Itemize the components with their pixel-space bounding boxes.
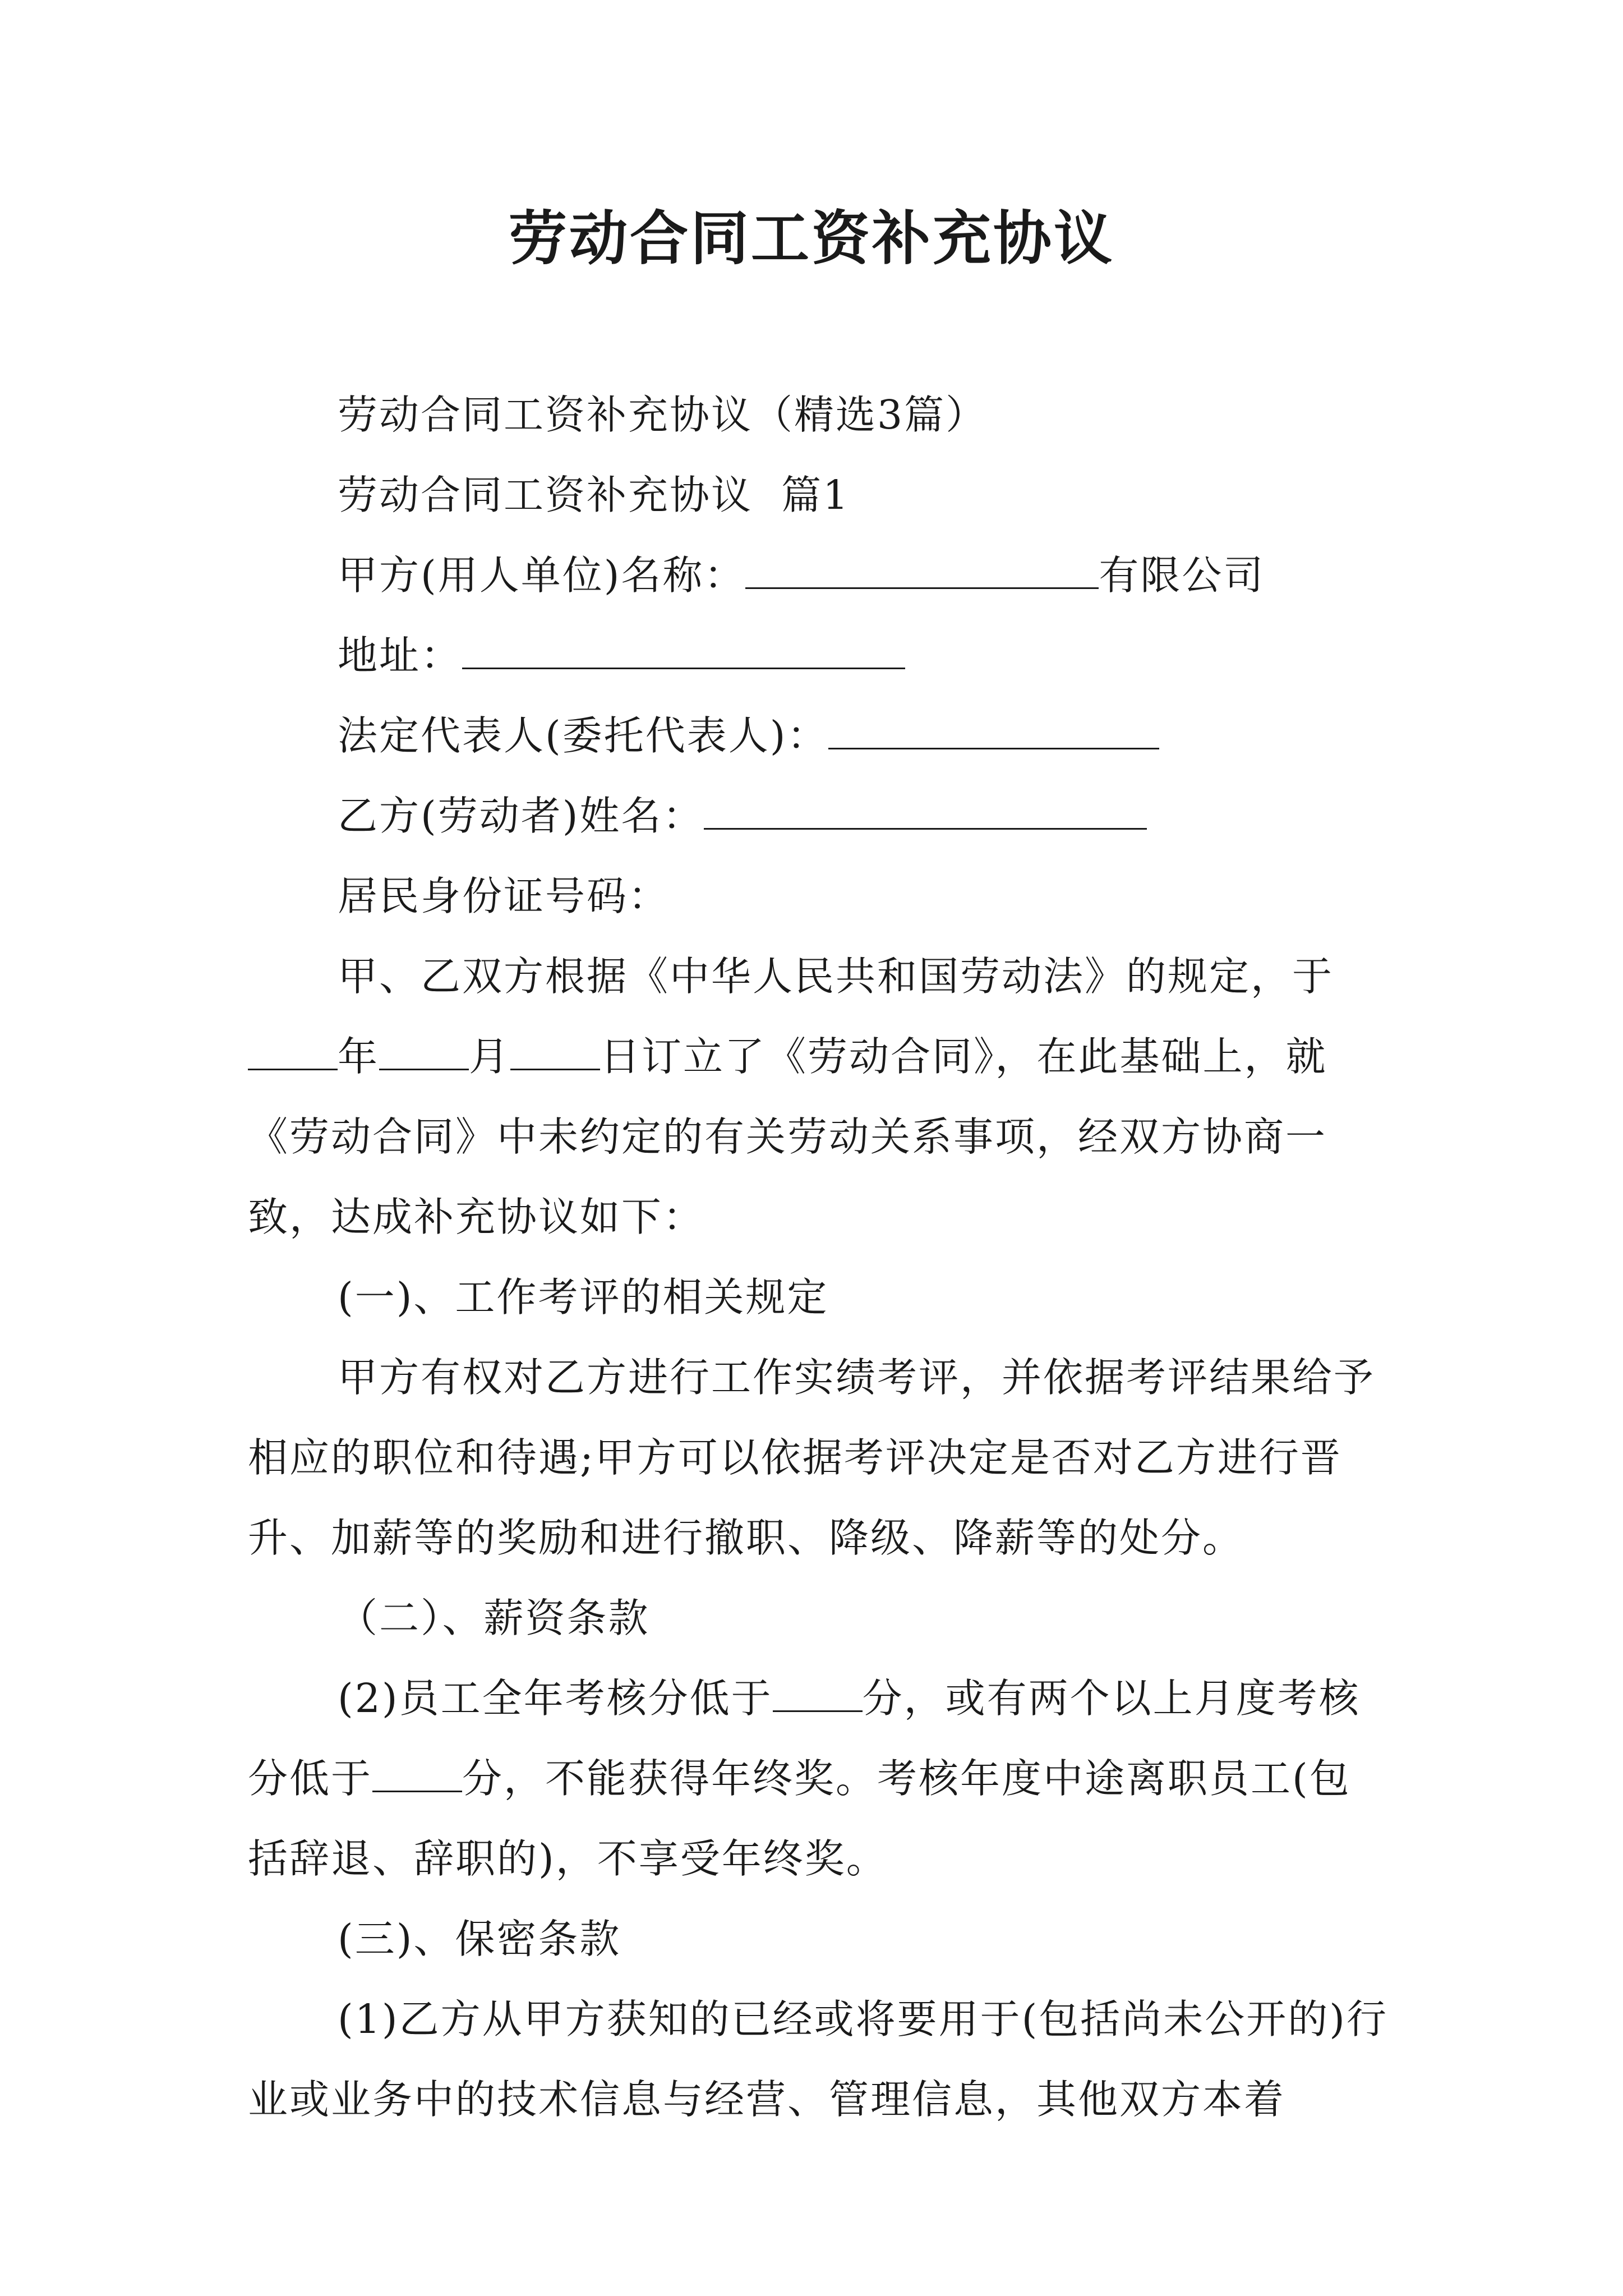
intro-year: 年 — [338, 1033, 380, 1080]
party-a-name-blank[interactable] — [745, 544, 1099, 589]
clause3-heading: (三)、保密条款 — [338, 1916, 621, 1962]
clause2-part2: 分，或有两个以上月度考核分低于 — [248, 1675, 1361, 1802]
clause1-heading: (一)、工作考评的相关规定 — [338, 1274, 829, 1320]
clause2-part3: 分，不能获得年终奖。考核年度中途离职员工(包括辞退、辞职的)，不享受年终奖。 — [248, 1755, 1351, 1882]
intro-month: 月 — [469, 1033, 511, 1080]
id-number-label: 居民身份证号码： — [338, 873, 670, 919]
section-heading: 劳动合同工资补充协议 篇1 — [338, 472, 850, 518]
clause2-heading: （二）、薪资条款 — [338, 1595, 650, 1641]
annual-score-blank[interactable] — [773, 1667, 863, 1712]
intro-part2: 日订立了《劳动合同》，在此基础上，就《劳动合同》中未约定的有关劳动关系事项，经双方协商一致，达成补充协议如下： — [248, 1033, 1327, 1240]
year-blank[interactable] — [248, 1025, 338, 1070]
subtitle: 劳动合同工资补充协议（精选3篇） — [338, 392, 988, 438]
party-a-line — [248, 535, 1392, 615]
legal-rep-label: 法定代表人(委托代表人)： — [338, 712, 829, 759]
document-body — [248, 375, 1392, 2139]
document-title: 劳动合同工资补充协议 — [508, 204, 1114, 273]
legal-rep-blank[interactable] — [828, 704, 1159, 749]
clause2-text — [248, 1658, 1392, 1899]
address-label: 地址： — [338, 632, 463, 679]
party-b-line — [248, 776, 1392, 856]
id-number-line — [248, 856, 1392, 936]
party-a-label: 甲方(用人单位)名称： — [338, 552, 746, 599]
party-a-suffix: 有限公司 — [1099, 552, 1265, 599]
clause1-text: 甲方有权对乙方进行工作实绩考评，并依据考评结果给予相应的职位和待遇;甲方可以依据考评决定是否对乙方进行晋升、加薪等的奖励和进行撤职、降级、降薪等的处分。 — [248, 1354, 1376, 1561]
month-blank[interactable] — [379, 1025, 469, 1070]
day-blank[interactable] — [510, 1025, 600, 1070]
clause3-text: (1)乙方从甲方获知的已经或将要用于(包括尚未公开的)行业或业务中的技术信息与经营、管理信息，其他双方本着 — [248, 1996, 1388, 2123]
party-b-name-blank[interactable] — [704, 784, 1147, 830]
intro-part1: 甲、乙双方根据《中华人民共和国劳动法》的规定，于 — [338, 953, 1334, 1000]
party-b-label: 乙方(劳动者)姓名： — [338, 793, 704, 839]
intro-paragraph — [248, 936, 1392, 1257]
clause2-part1: (2)员工全年考核分低于 — [338, 1675, 773, 1722]
monthly-score-blank[interactable] — [372, 1747, 462, 1792]
legal-rep-line — [248, 696, 1392, 776]
address-line — [248, 615, 1392, 696]
address-blank[interactable] — [462, 624, 905, 669]
